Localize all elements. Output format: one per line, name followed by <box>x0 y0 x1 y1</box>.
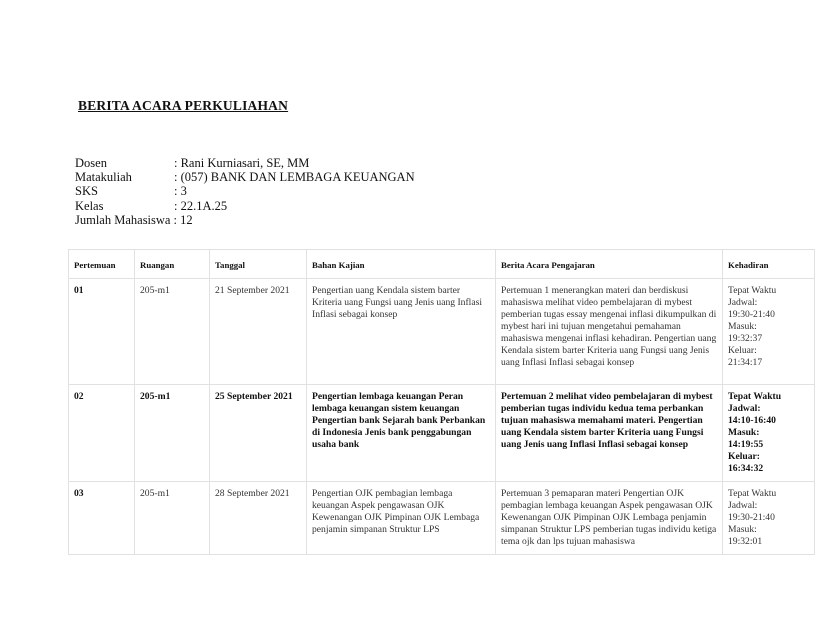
table-row <box>69 482 815 555</box>
cell-bahan-kajian: Pengertian OJK pembagian lembaga keuangan Aspek pengawasan OJK Kewenangan OJK Pimpinan OJK Lembaga penjamin simpanan Struktur LPS <box>307 482 496 555</box>
cell-berita-acara: Pertemuan 3 pemaparan materi Pengertian OJK pembagian lembaga keuangan Aspek pengawasan OJK Kewenangan OJK Pimpinan OJK Lembaga penjamin simpanan Struktur LPS pemberian tugas individu ketiga tema ojk dan lps tujuan mahasiswa <box>496 482 723 555</box>
header-ruangan: Ruangan <box>135 250 210 279</box>
attendance-out-label: Keluar: <box>728 345 757 356</box>
attendance-status: Tepat Waktu <box>728 391 782 402</box>
meta-label: SKS <box>75 184 98 199</box>
attendance-schedule-label: Jadwal: <box>728 500 758 511</box>
meta-value: : 3 <box>174 184 187 199</box>
attendance-status: Tepat Waktu <box>728 488 777 499</box>
course-info <box>75 156 415 227</box>
meta-row-sks <box>75 184 415 198</box>
meta-label: Dosen <box>75 156 107 170</box>
attendance-schedule-label: Jadwal: <box>728 403 761 414</box>
meta-row-dosen <box>75 156 415 170</box>
cell-tanggal: 28 September 2021 <box>210 482 307 555</box>
meta-row-matakuliah <box>75 170 415 184</box>
meta-value: : 12 <box>173 212 193 227</box>
meta-label: Matakuliah <box>75 170 132 185</box>
table-header-row <box>69 250 815 279</box>
meta-value: : 22.1A.25 <box>174 198 228 213</box>
cell-tanggal: 21 September 2021 <box>210 279 307 385</box>
cell-ruangan: 205-m1 <box>135 385 210 482</box>
lecture-report-table <box>68 249 815 555</box>
attendance-out-time: 16:34:32 <box>728 463 764 474</box>
attendance-out-label: Keluar: <box>728 451 760 462</box>
table-row <box>69 385 815 482</box>
meta-row-jumlah-mahasiswa <box>75 213 415 227</box>
cell-kehadiran <box>723 279 815 385</box>
attendance-schedule: 19:30-21:40 <box>728 309 775 320</box>
attendance-schedule: 14:10-16:40 <box>728 415 776 426</box>
meta-value: : Rani Kurniasari, SE, MM <box>174 156 310 170</box>
meta-label: Kelas <box>75 198 104 213</box>
cell-tanggal: 25 September 2021 <box>210 385 307 482</box>
header-kehadiran: Kehadiran <box>723 250 815 279</box>
cell-berita-acara: Pertemuan 2 melihat video pembelajaran di mybest pemberian tugas individu kedua tema perbankan tujuan mahasiswa memahami materi. Pengertian uang Kendala sistem barter Kriteria uang Fungsi uang Jenis uang Inflasi Inflasi sebagai konsep <box>496 385 723 482</box>
document-title: BERITA ACARA PERKULIAHAN <box>78 98 289 113</box>
attendance-in-label: Masuk: <box>728 427 760 438</box>
cell-bahan-kajian: Pengertian uang Kendala sistem barter Kriteria uang Fungsi uang Jenis uang Inflasi Inflasi sebagai konsep <box>307 279 496 385</box>
cell-ruangan: 205-m1 <box>135 279 210 385</box>
cell-ruangan: 205-m1 <box>135 482 210 555</box>
meta-label: Jumlah Mahasiswa <box>75 212 171 227</box>
cell-pertemuan: 01 <box>69 279 135 385</box>
table-row <box>69 279 815 385</box>
header-bahan-kajian: Bahan Kajian <box>307 250 496 279</box>
attendance-in-time: 19:32:01 <box>728 536 763 547</box>
cell-pertemuan: 03 <box>69 482 135 555</box>
attendance-in-label: Masuk: <box>728 524 757 535</box>
meta-row-kelas <box>75 199 415 213</box>
attendance-schedule-label: Jadwal: <box>728 297 758 308</box>
cell-kehadiran <box>723 482 815 555</box>
attendance-in-label: Masuk: <box>728 321 757 332</box>
attendance-in-time: 19:32:37 <box>728 333 763 344</box>
meta-value: : (057) BANK DAN LEMBAGA KEUANGAN <box>174 170 415 185</box>
cell-bahan-kajian: Pengertian lembaga keuangan Peran lembaga keuangan sistem keuangan Pengertian bank Sejarah bank Perbankan di Indonesia Jenis bank penggabungan usaha bank <box>307 385 496 482</box>
cell-berita-acara: Pertemuan 1 menerangkan materi dan berdiskusi mahasiswa melihat video pembelajaran di mybest pemberian tugas essay mengenai inflasi dikumpulkan di mybest hari ini tujuan mengetahui pemahaman mahasiswa mengenai inflasi kehadiran. Pengertian uang Kendala sistem barter Kriteria uang Fungsi uang Jenis uang Inflasi Inflasi sebagai konsep <box>496 279 723 385</box>
header-berita-acara: Berita Acara Pengajaran <box>496 250 723 279</box>
attendance-in-time: 14:19:55 <box>728 439 764 450</box>
attendance-status: Tepat Waktu <box>728 285 777 296</box>
header-tanggal: Tanggal <box>210 250 307 279</box>
attendance-out-time: 21:34:17 <box>728 357 763 368</box>
attendance-schedule: 19:30-21:40 <box>728 512 775 523</box>
cell-kehadiran <box>723 385 815 482</box>
cell-pertemuan: 02 <box>69 385 135 482</box>
header-pertemuan: Pertemuan <box>69 250 135 279</box>
